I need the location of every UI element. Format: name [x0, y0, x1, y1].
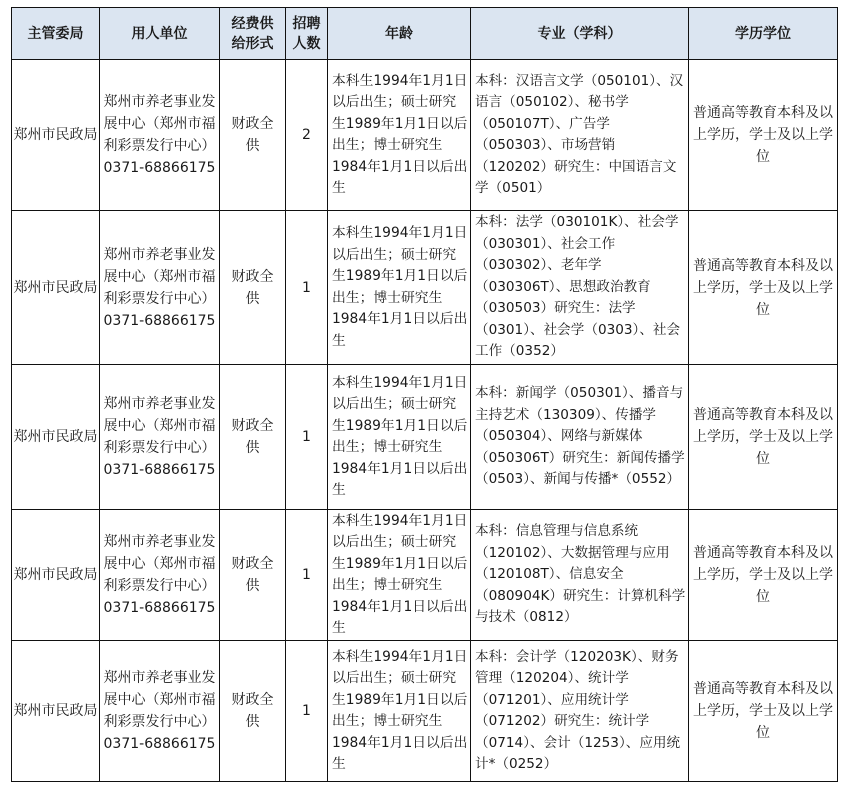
cell-funding: 财政全供 [220, 60, 286, 211]
cell-dept: 郑州市民政局 [12, 60, 100, 211]
cell-age: 本科生1994年1月1日以后出生；硕士研究生1989年1月1日以后出生；博士研究生1984年1月1日以后出生 [328, 60, 471, 211]
cell-funding: 财政全供 [220, 641, 286, 782]
cell-degree: 普通高等教育本科及以上学历，学士及以上学位 [689, 365, 838, 510]
header-degree: 学历学位 [689, 8, 838, 60]
recruitment-table [11, 7, 838, 782]
cell-funding: 财政全供 [220, 211, 286, 365]
header-major: 专业（学科） [471, 8, 689, 60]
cell-age: 本科生1994年1月1日以后出生；硕士研究生1989年1月1日以后出生；博士研究生1984年1月1日以后出生 [328, 365, 471, 510]
cell-major: 本科：信息管理与信息系统（120102）、大数据管理与应用（120108T）、信息安全（080904K）研究生：计算机科学与技术（0812） [471, 510, 689, 641]
cell-count: 1 [286, 641, 328, 782]
cell-age: 本科生1994年1月1日以后出生；硕士研究生1989年1月1日以后出生；博士研究生1984年1月1日以后出生 [328, 510, 471, 641]
cell-degree: 普通高等教育本科及以上学历，学士及以上学位 [689, 510, 838, 641]
cell-age: 本科生1994年1月1日以后出生；硕士研究生1989年1月1日以后出生；博士研究生1984年1月1日以后出生 [328, 641, 471, 782]
cell-count: 1 [286, 510, 328, 641]
cell-unit: 郑州市养老事业发展中心（郑州市福利彩票发行中心）0371-68866175 [100, 211, 220, 365]
table-row [12, 211, 838, 365]
cell-degree: 普通高等教育本科及以上学历，学士及以上学位 [689, 211, 838, 365]
cell-unit: 郑州市养老事业发展中心（郑州市福利彩票发行中心）0371-68866175 [100, 641, 220, 782]
table-row [12, 60, 838, 211]
header-unit: 用人单位 [100, 8, 220, 60]
cell-unit: 郑州市养老事业发展中心（郑州市福利彩票发行中心）0371-68866175 [100, 510, 220, 641]
cell-count: 1 [286, 365, 328, 510]
header-funding: 经费供给形式 [220, 8, 286, 60]
cell-major: 本科：法学（030101K）、社会学（030301）、社会工作（030302）、老年学（030306T）、思想政治教育（030503）研究生：法学（0301）、社会学（0303）、社会工作（0352） [471, 211, 689, 365]
header-dept: 主管委局 [12, 8, 100, 60]
cell-funding: 财政全供 [220, 510, 286, 641]
table-row [12, 641, 838, 782]
cell-count: 2 [286, 60, 328, 211]
cell-count: 1 [286, 211, 328, 365]
table-header-row [12, 8, 838, 60]
cell-funding: 财政全供 [220, 365, 286, 510]
cell-unit: 郑州市养老事业发展中心（郑州市福利彩票发行中心）0371-68866175 [100, 60, 220, 211]
cell-age: 本科生1994年1月1日以后出生；硕士研究生1989年1月1日以后出生；博士研究生1984年1月1日以后出生 [328, 211, 471, 365]
cell-dept: 郑州市民政局 [12, 510, 100, 641]
cell-dept: 郑州市民政局 [12, 211, 100, 365]
cell-major: 本科：汉语言文学（050101）、汉语言（050102）、秘书学（050107T）、广告学（050303）、市场营销（120202）研究生：中国语言文学（0501） [471, 60, 689, 211]
table-row [12, 365, 838, 510]
cell-dept: 郑州市民政局 [12, 641, 100, 782]
cell-unit: 郑州市养老事业发展中心（郑州市福利彩票发行中心）0371-68866175 [100, 365, 220, 510]
table-row [12, 510, 838, 641]
cell-degree: 普通高等教育本科及以上学历，学士及以上学位 [689, 641, 838, 782]
cell-major: 本科：新闻学（050301）、播音与主持艺术（130309）、传播学（050304）、网络与新媒体（050306T）研究生：新闻传播学（0503）、新闻与传播*（0552） [471, 365, 689, 510]
header-age: 年龄 [328, 8, 471, 60]
cell-dept: 郑州市民政局 [12, 365, 100, 510]
cell-degree: 普通高等教育本科及以上学历，学士及以上学位 [689, 60, 838, 211]
cell-major: 本科：会计学（120203K）、财务管理（120204）、统计学（071201）、应用统计学（071202）研究生：统计学（0714）、会计（1253）、应用统计*（0252） [471, 641, 689, 782]
header-count: 招聘人数 [286, 8, 328, 60]
